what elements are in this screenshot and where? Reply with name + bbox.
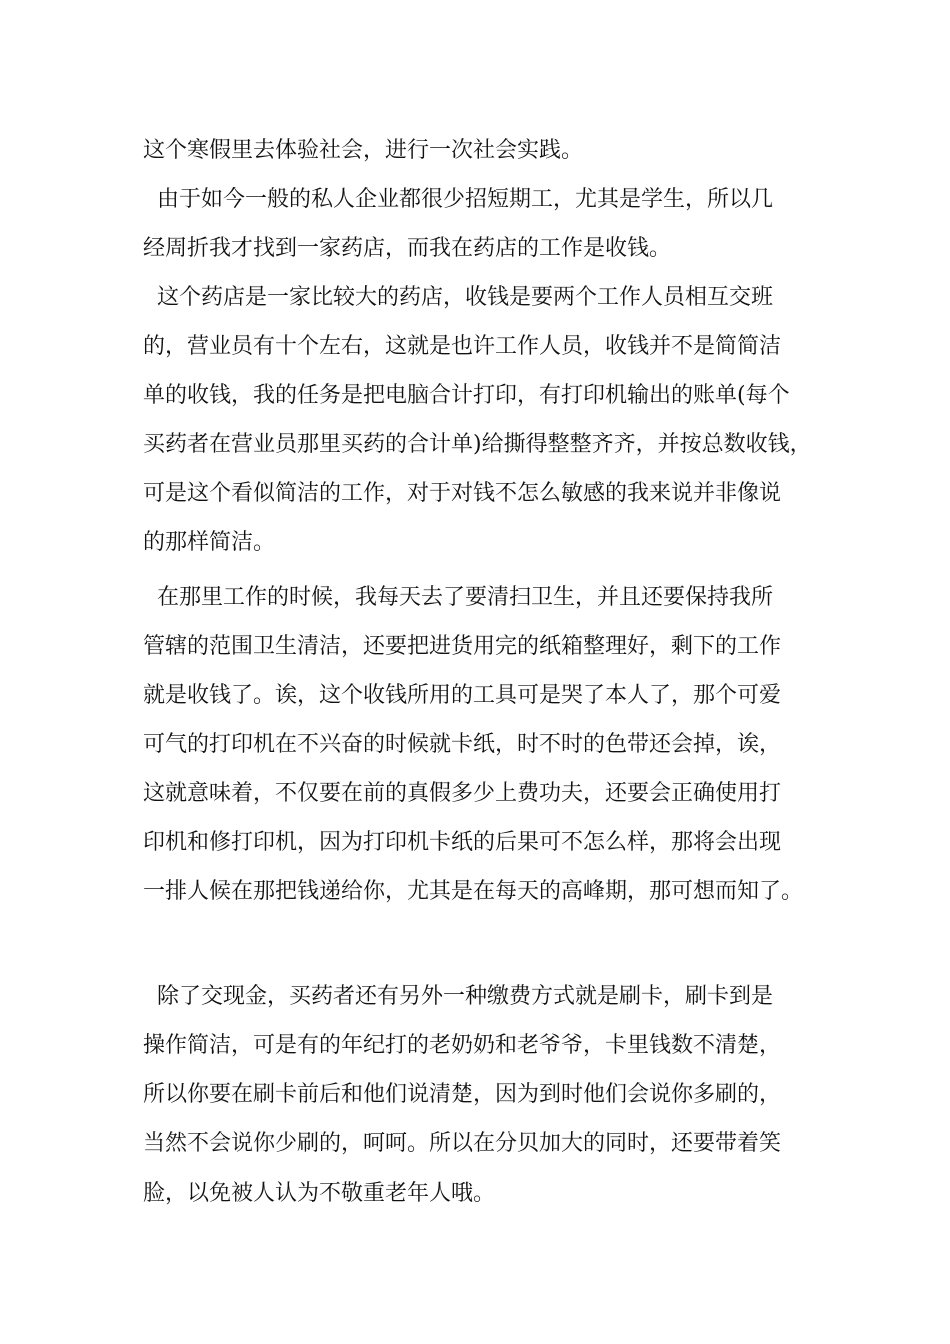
text-line: 这就意味着，不仅要在前的真假多少上费功夫，还要会正确使用打 xyxy=(143,781,782,806)
text-line: 操作简洁，可是有的年纪打的老奶奶和老爷爷，卡里钱数不清楚， xyxy=(143,1033,782,1058)
text-line: 经周折我才找到一家药店，而我在药店的工作是收钱。 xyxy=(143,236,672,261)
text-line: 印机和修打印机，因为打印机卡纸的后果可不怎么样，那将会出现 xyxy=(143,830,782,855)
text-line: 单的收钱，我的任务是把电脑合计打印，有打印机输出的账单(每个 xyxy=(143,383,790,408)
text-line: 一排人候在那把钱递给你，尤其是在每天的高峰期，那可想而知了。 xyxy=(143,879,804,904)
text-line: 管辖的范围卫生清洁，还要把进货用完的纸箱整理好，剩下的工作 xyxy=(143,634,782,659)
text-line: 所以你要在刷卡前后和他们说清楚，因为到时他们会说你多刷的， xyxy=(143,1082,782,1107)
text-line: 可是这个看似简洁的工作，对于对钱不怎么敏感的我来说并非像说 xyxy=(143,481,782,506)
text-line: 在那里工作的时候，我每天去了要清扫卫生，并且还要保持我所 xyxy=(143,585,773,610)
text-line: 的，营业员有十个左右，这就是也许工作人员，收钱并不是简简洁 xyxy=(143,334,782,359)
text-line: 买药者在营业员那里买药的合计单)给撕得整整齐齐，并按总数收钱， xyxy=(143,432,812,457)
text-line: 由于如今一般的私人企业都很少招短期工，尤其是学生，所以几 xyxy=(143,187,773,212)
text-line: 就是收钱了。诶，这个收钱所用的工具可是哭了本人了，那个可爱 xyxy=(143,683,782,708)
text-line: 当然不会说你少刷的，呵呵。所以在分贝加大的同时，还要带着笑 xyxy=(143,1131,782,1156)
text-line: 脸，以免被人认为不敬重老年人哦。 xyxy=(143,1181,496,1206)
text-line: 这个寒假里去体验社会，进行一次社会实践。 xyxy=(143,138,584,163)
text-line: 可气的打印机在不兴奋的时候就卡纸，时不时的色带还会掉，诶， xyxy=(143,732,782,757)
text-line: 除了交现金，买药者还有另外一种缴费方式就是刷卡，刷卡到是 xyxy=(143,984,773,1009)
text-line: 这个药店是一家比较大的药店，收钱是要两个工作人员相互交班 xyxy=(143,285,773,310)
text-line: 的那样简洁。 xyxy=(143,530,276,555)
